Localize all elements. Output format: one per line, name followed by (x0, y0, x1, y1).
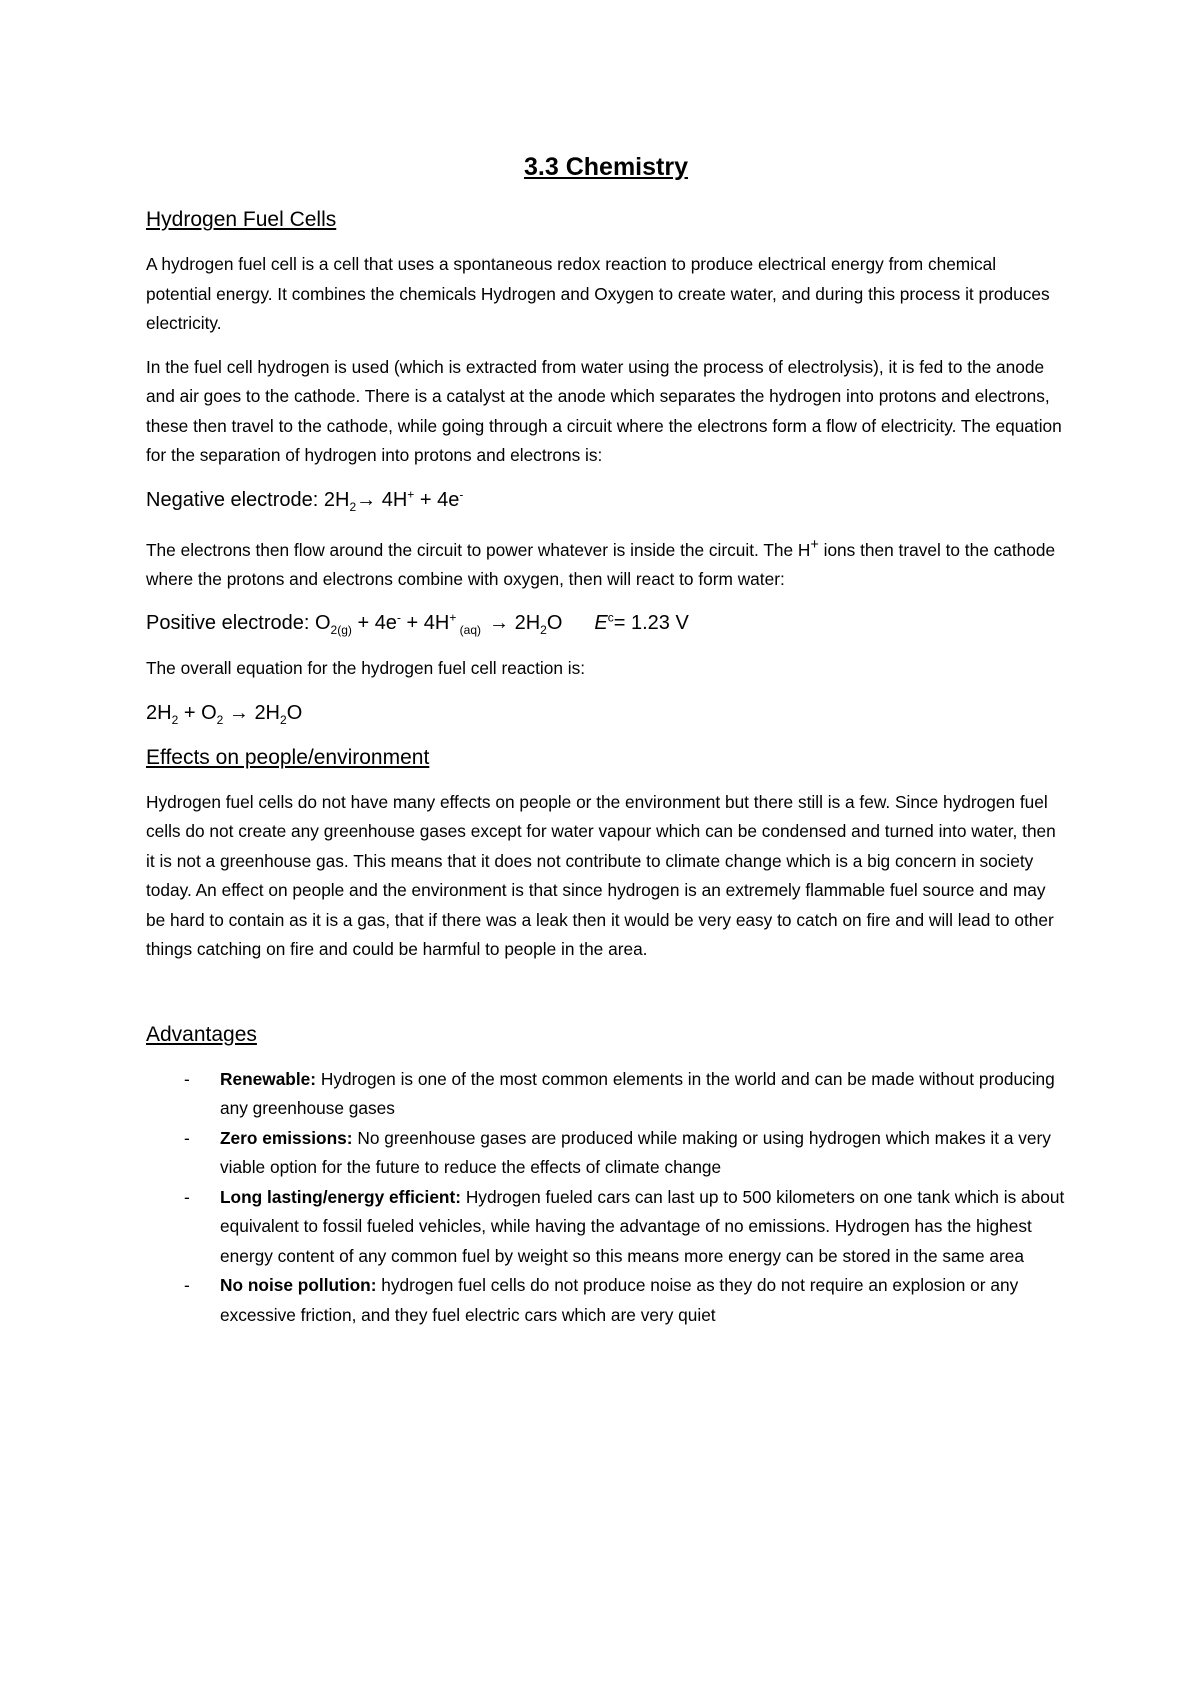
equation-superscript: + (449, 610, 457, 625)
advantage-term: Long lasting/energy efficient: (220, 1186, 462, 1207)
advantage-text: No greenhouse gases are produced while making or using hydrogen which makes it a very viable option for the future to reduce the effects of climate change (220, 1127, 1051, 1178)
arrow-icon: → (356, 488, 382, 511)
advantage-term: No noise pollution: (220, 1275, 377, 1296)
list-item (146, 1124, 1066, 1183)
equation-subscript: 2 (540, 623, 547, 638)
equation-term: 4H (381, 488, 408, 511)
paragraph-process: In the fuel cell hydrogen is used (which is extracted from water using the process of electrolysis), it is fed to the anode and air goes to the cathode. There is a catalyst at the anode which separates the hydrogen into protons and electrons, these then travel to the cathode, while going through a circuit where the electrons form a flow of electricity. The equation for the separation of hydrogen into protons and electrons is: (146, 356, 1062, 465)
equation-term: 4e (374, 612, 397, 635)
equation-overall (146, 698, 1066, 728)
equation-superscript: + (407, 486, 415, 501)
arrow-icon: → (223, 701, 255, 724)
equation-term: O (201, 701, 217, 724)
equation-label: Negative electrode: (146, 488, 324, 511)
equation-term: O (286, 701, 303, 724)
document-content (146, 150, 1066, 1330)
cell-potential-value: = 1.23 V (613, 612, 689, 635)
advantage-term: Zero emissions: (220, 1127, 353, 1148)
equation-subscript: (aq) (456, 623, 482, 638)
equation-term: 2H (514, 612, 541, 635)
dash-bullet: - (184, 1068, 190, 1089)
heading-effects: Effects on people/environment (146, 745, 430, 769)
equation-superscript: - (396, 610, 401, 625)
equation-operator: + (414, 488, 438, 511)
list-item (146, 1183, 1066, 1272)
equation-term: 4e (437, 488, 460, 511)
equation-term: 4H (423, 612, 450, 635)
list-item (146, 1271, 1066, 1330)
paragraph-overall: The overall equation for the hydrogen fuel cell reaction is: (146, 658, 586, 679)
paragraph-effects: Hydrogen fuel cells do not have many effects on people or the environment but there still is a few. Since hydrogen fuel cells do not create any greenhouse gases except for water vapour which can be condensed and turned into water, then it is not a greenhouse gas. This means that it does not contribute to climate change which is a big concern in society today. An effect on people and the environment is that since hydrogen is an extremely flammable fuel source and may be hard to contain as it is a gas, that if there was a leak then it would be very easy to catch on fire and will lead to other things catching on fire and could be harmful to people in the area. (146, 791, 1056, 960)
ion-superscript: + (810, 536, 819, 553)
advantages-list (146, 1065, 1066, 1331)
cell-potential-symbol: E (594, 612, 608, 635)
heading-hydrogen-fuel-cells: Hydrogen Fuel Cells (146, 208, 337, 231)
equation-subscript: 2 (216, 712, 224, 727)
equation-subscript: 2 (171, 712, 179, 727)
equation-label: Positive electrode: (146, 612, 315, 635)
equation-subscript: 2(g) (330, 623, 352, 638)
equation-operator: + (400, 612, 424, 635)
paragraph-text: ions then travel to the cathode where the protons and electrons combine with oxygen, then will react to form water: (146, 539, 1056, 589)
equation-operator: + (351, 612, 375, 635)
dash-bullet: - (184, 1127, 190, 1148)
heading-advantages: Advantages (146, 1022, 257, 1046)
paragraph-electron-flow (146, 531, 1066, 595)
equation-operator: + (178, 701, 202, 724)
equation-subscript: 2 (349, 499, 357, 514)
equation-term: 2H (146, 701, 172, 724)
list-item (146, 1065, 1066, 1124)
equation-term: 2H (323, 488, 350, 511)
advantage-text: Hydrogen fueled cars can last up to 500 kilometers on one tank which is about equivalent to fossil fueled vehicles, while having the advantage of no emissions. Hydrogen has the highest energy content of any common fuel by weight so this means more energy can be stored in the same area (220, 1186, 1065, 1266)
arrow-icon: → (489, 612, 515, 635)
paragraph-text: The electrons then flow around the circuit to power whatever is inside the circuit. The H (146, 539, 811, 560)
advantage-term: Renewable: (220, 1068, 317, 1089)
advantage-text: Hydrogen is one of the most common elements in the world and can be made without producing any greenhouse gases (220, 1068, 1055, 1119)
advantage-text: hydrogen fuel cells do not produce noise as they do not require an explosion or any excessive friction, and they fuel electric cars which are very quiet (220, 1275, 1019, 1325)
spacer (146, 979, 1066, 1021)
equation-subscript: 2 (280, 712, 287, 727)
equation-term: 2H (254, 701, 281, 724)
equation-superscript: - (459, 486, 464, 501)
page-title: 3.3 Chemistry (524, 153, 688, 181)
equation-term: O (546, 612, 563, 635)
equation-superscript: c (607, 610, 614, 625)
equation-term: O (314, 612, 331, 635)
equation-negative-electrode (146, 485, 1066, 515)
dash-bullet: - (184, 1275, 190, 1296)
equation-positive-electrode (146, 608, 1066, 638)
paragraph-intro: A hydrogen fuel cell is a cell that uses a spontaneous redox reaction to produce electrical energy from chemical potential energy. It combines the chemicals Hydrogen and Oxygen to create water, and during this process it produces electricity. (146, 254, 1050, 333)
dash-bullet: - (184, 1186, 190, 1207)
